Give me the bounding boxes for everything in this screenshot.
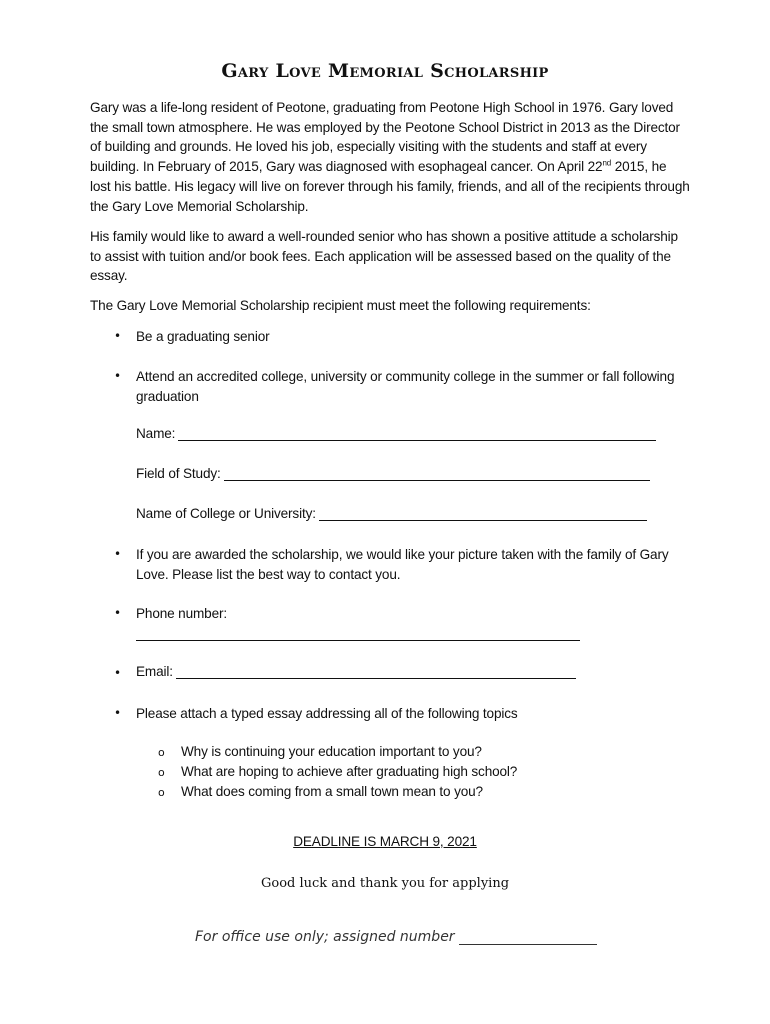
email-label: Email: — [136, 664, 173, 679]
phone-label: Phone number: — [136, 606, 228, 621]
requirements-intro: The Gary Love Memorial Scholarship recipient must meet the following requirements: — [90, 298, 591, 313]
closing-message: Good luck and thank you for applying — [260, 876, 510, 891]
page-title: Gary Love Memorial Scholarship — [221, 60, 549, 82]
intro-text-part2: 2015, he lost his battle. His legacy will live on forever through his family, friends, and all of the recipients through the Gary Love Memorial Scholarship. — [90, 159, 690, 214]
name-field[interactable] — [178, 426, 656, 441]
intro-paragraph — [90, 98, 690, 216]
assigned-number-field[interactable] — [459, 930, 597, 945]
email-row — [136, 664, 576, 679]
sub-bullet-marker: o — [158, 786, 165, 799]
field-of-study-field[interactable] — [224, 466, 650, 481]
name-field-row — [136, 426, 656, 441]
phone-field[interactable] — [136, 626, 580, 641]
bullet-marker: • — [114, 547, 122, 561]
essay-instruction: Please attach a typed essay addressing all of the following topics — [136, 706, 518, 721]
deadline-notice: DEADLINE IS MARCH 9, 2021 — [293, 834, 477, 849]
field-of-study-row — [136, 466, 650, 481]
award-paragraph: His family would like to award a well-rounded senior who has shown a positive attitude a scholarship to assist with tuition and/or book fees. Each application will be assessed based on the quality of the essay. — [90, 229, 678, 284]
college-name-label: Name of College or University: — [136, 506, 316, 521]
bullet-marker: • — [114, 666, 122, 680]
requirement-graduating-senior: Be a graduating senior — [136, 329, 270, 344]
requirement-attend-college: Attend an accredited college, university or community college in the summer or fall following graduation — [136, 369, 675, 404]
college-name-row — [136, 506, 647, 521]
office-use-label: For office use only; assigned number — [195, 929, 455, 945]
essay-topic-3: What does coming from a small town mean to you? — [181, 784, 483, 799]
essay-topic-2: What are hoping to achieve after graduating high school? — [181, 764, 518, 779]
college-name-field[interactable] — [319, 506, 647, 521]
field-of-study-label: Field of Study: — [136, 466, 221, 481]
essay-topic-1: Why is continuing your education important to you? — [181, 744, 482, 759]
bullet-marker: • — [114, 329, 122, 343]
name-label: Name: — [136, 426, 176, 441]
intro-superscript: nd — [602, 158, 612, 168]
email-field[interactable] — [176, 664, 576, 679]
sub-bullet-marker: o — [158, 746, 165, 759]
bullet-marker: • — [114, 369, 122, 383]
intro-text-part1: Gary was a life-long resident of Peotone, graduating from Peotone High School in 1976. Gary loved the small town atmosphere. He was employed by the Peotone School District in 2013 as the Director of building and grounds. He loved his job, especially visiting with the students and staff at every building. In February of 2015, Gary was diagnosed with esophageal cancer. On April 22 — [90, 100, 680, 175]
bullet-marker: • — [114, 706, 122, 720]
bullet-marker: • — [114, 606, 122, 620]
sub-bullet-marker: o — [158, 766, 165, 779]
requirement-picture: If you are awarded the scholarship, we would like your picture taken with the family of Gary Love. Please list the best way to contact you. — [136, 547, 669, 582]
office-use-row — [195, 929, 597, 945]
